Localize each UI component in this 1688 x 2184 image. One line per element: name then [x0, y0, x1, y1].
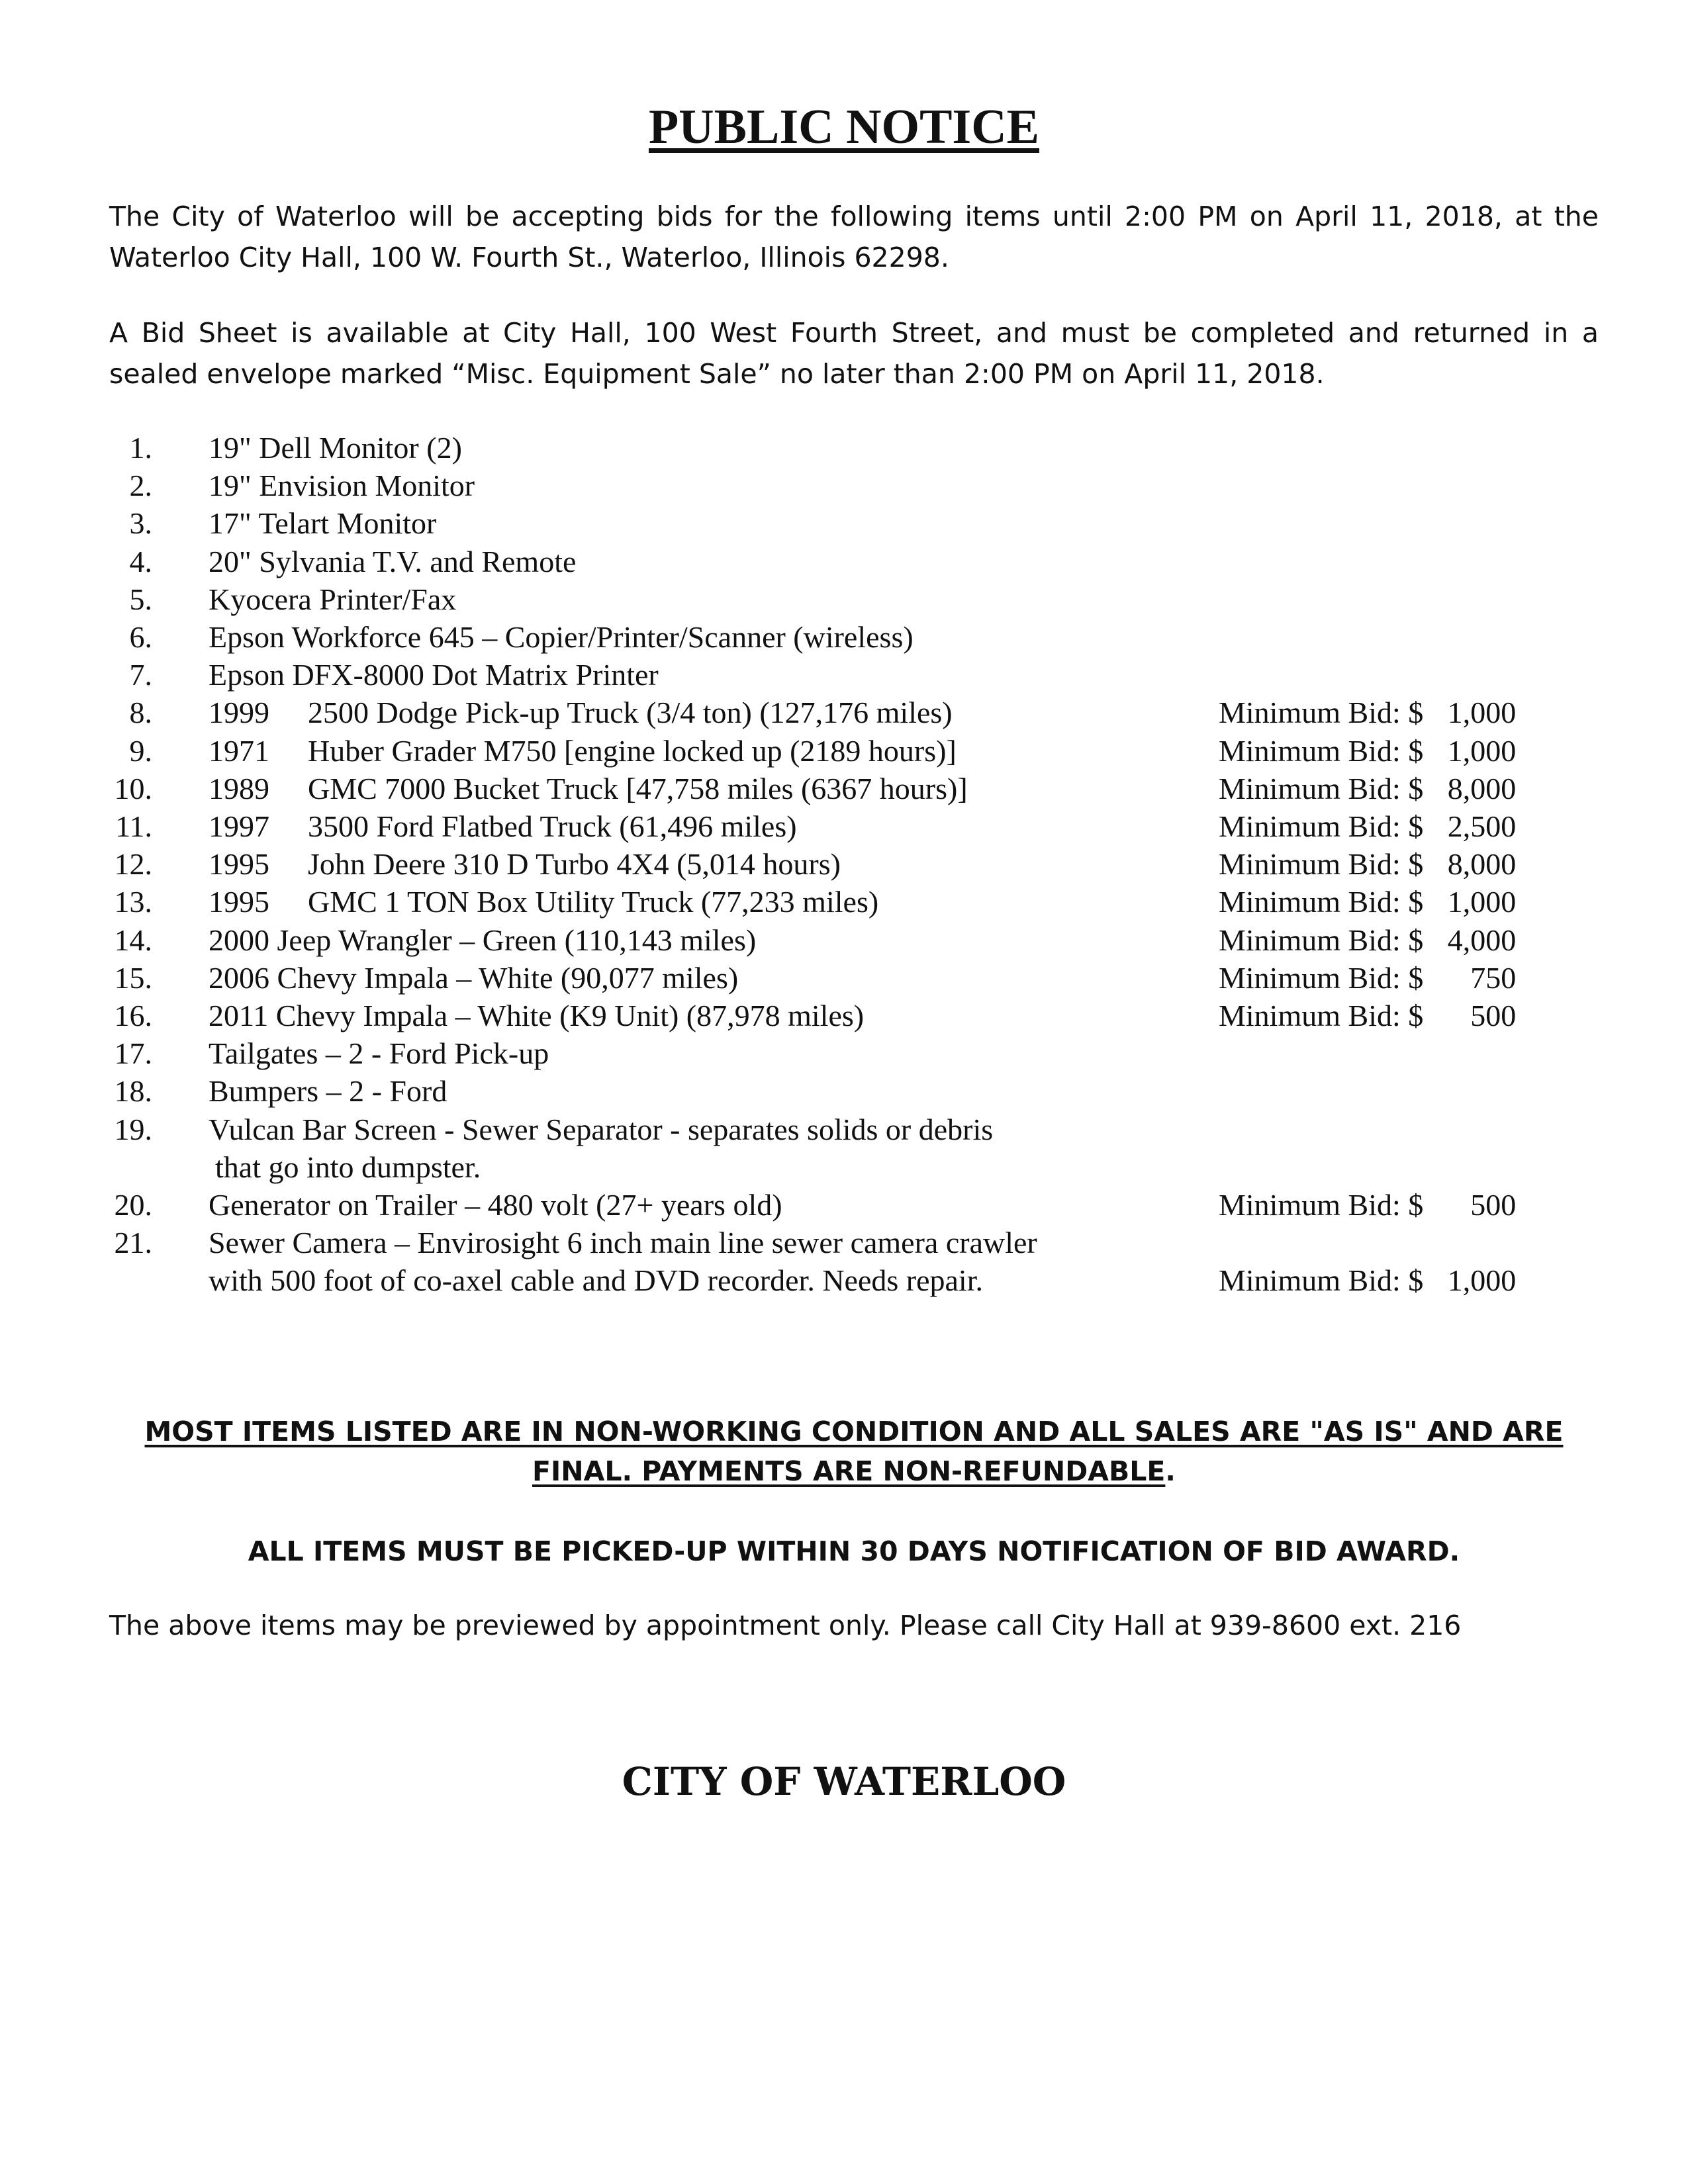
as-is-warning-period: .	[1165, 1455, 1176, 1487]
item-description-line	[209, 959, 1201, 997]
item-number: 13.	[114, 885, 152, 919]
item-number: 9.	[129, 733, 152, 768]
list-item	[99, 921, 1589, 959]
item-number: 1.	[129, 431, 152, 465]
item-description-line	[209, 467, 1201, 504]
minimum-bid-amount: 8,000	[1447, 847, 1517, 882]
minimum-bid-value	[1219, 921, 1516, 959]
item-description	[209, 504, 1201, 542]
item-description-line	[209, 1034, 1201, 1072]
city-signature: CITY OF WATERLOO	[622, 1759, 1066, 1804]
minimum-bid-amount: 8,000	[1447, 771, 1517, 805]
minimum-bid-value	[1219, 694, 1516, 731]
item-number: 7.	[129, 658, 152, 692]
list-item	[99, 694, 1589, 731]
list-item	[99, 997, 1589, 1034]
minimum-bid-label: Minimum Bid: $	[1219, 1263, 1424, 1298]
list-item	[99, 467, 1589, 504]
minimum-bid	[1219, 997, 1516, 1034]
item-text: Sewer Camera – Envirosight 6 inch main line sewer camera crawler	[209, 1226, 1037, 1260]
item-number: 10.	[114, 771, 152, 805]
item-description-line	[209, 656, 1201, 694]
page-title: PUBLIC NOTICE	[648, 100, 1040, 154]
item-number: 12.	[114, 847, 152, 882]
minimum-bid-value	[1219, 845, 1516, 883]
minimum-bid	[1219, 883, 1516, 921]
minimum-bid-label: Minimum Bid: $	[1219, 809, 1424, 844]
item-text: John Deere 310 D Turbo 4X4 (5,014 hours)	[308, 847, 841, 882]
item-number: 20.	[114, 1188, 152, 1222]
minimum-bid-amount: 1,000	[1447, 696, 1517, 730]
list-item	[99, 618, 1589, 656]
item-year: 1971	[209, 733, 269, 768]
minimum-bid-value	[1219, 1186, 1516, 1224]
minimum-bid-label: Minimum Bid: $	[1219, 885, 1424, 919]
preview-note: The above items may be previewed by appointment only. Please call City Hall at 939-8600 ext. 216	[109, 1610, 1462, 1641]
list-item	[99, 1111, 1589, 1186]
list-item	[99, 1186, 1589, 1224]
list-item	[99, 770, 1589, 807]
bid-sheet-paragraph: A Bid Sheet is available at City Hall, 100 West Fourth Street, and must be completed and returned in a sealed envelope marked “Misc. Equipment Sale” no later than 2:00 PM on April 11, 2018.	[109, 317, 1599, 390]
item-description-line	[209, 1224, 1201, 1261]
minimum-bid	[1219, 732, 1516, 770]
item-description	[209, 845, 1201, 883]
item-description	[209, 1072, 1201, 1110]
item-text: 2011 Chevy Impala – White (K9 Unit) (87,978 miles)	[209, 999, 865, 1033]
item-text: Tailgates – 2 - Ford Pick-up	[209, 1036, 549, 1071]
item-text: Epson Workforce 645 – Copier/Printer/Scanner (wireless)	[209, 620, 914, 655]
minimum-bid-amount: 4,000	[1447, 923, 1517, 957]
item-text: 20" Sylvania T.V. and Remote	[209, 544, 577, 578]
item-description	[209, 467, 1201, 504]
item-text: 17" Telart Monitor	[209, 506, 437, 541]
minimum-bid-label: Minimum Bid: $	[1219, 733, 1424, 768]
item-description-line	[209, 580, 1201, 618]
minimum-bid	[1219, 959, 1516, 997]
item-description-line	[209, 997, 1201, 1034]
list-item	[99, 883, 1589, 921]
item-description	[209, 959, 1201, 997]
minimum-bid-amount: 1,000	[1447, 733, 1517, 768]
item-description	[209, 1224, 1201, 1299]
minimum-bid-amount: 500	[1470, 999, 1517, 1033]
item-text: GMC 1 TON Box Utility Truck (77,233 miles)	[308, 885, 879, 919]
item-description	[209, 997, 1201, 1034]
item-number: 14.	[114, 923, 152, 957]
item-text: 2000 Jeep Wrangler – Green (110,143 miles)	[209, 923, 757, 957]
item-text: 2500 Dodge Pick-up Truck (3/4 ton) (127,176 miles)	[308, 696, 953, 730]
item-year: 1999	[209, 696, 269, 730]
item-description-line	[209, 543, 1201, 580]
item-text: Vulcan Bar Screen - Sewer Separator - separates solids or debris	[209, 1112, 994, 1146]
minimum-bid	[1219, 921, 1516, 959]
minimum-bid-amount: 1,000	[1447, 1263, 1517, 1298]
list-item	[99, 1034, 1589, 1072]
item-description-line	[209, 732, 1201, 770]
item-description-line	[209, 618, 1201, 656]
item-description-line	[209, 504, 1201, 542]
minimum-bid-label: Minimum Bid: $	[1219, 999, 1424, 1033]
minimum-bid-value	[1219, 807, 1516, 845]
pickup-warning: ALL ITEMS MUST BE PICKED-UP WITHIN 30 DAYS NOTIFICATION OF BID AWARD.	[248, 1535, 1460, 1567]
minimum-bid	[1219, 770, 1516, 807]
item-text: 19" Envision Monitor	[209, 469, 475, 503]
item-description	[209, 580, 1201, 618]
item-description	[209, 543, 1201, 580]
item-number: 5.	[129, 582, 152, 616]
list-item	[99, 732, 1589, 770]
item-number: 17.	[114, 1036, 152, 1071]
item-number: 11.	[115, 809, 152, 844]
item-description-line	[209, 429, 1201, 467]
item-number: 2.	[129, 469, 152, 503]
minimum-bid	[1219, 694, 1516, 731]
item-description-line	[209, 1072, 1201, 1110]
item-year: 1997	[209, 809, 269, 844]
minimum-bid	[1219, 1224, 1516, 1299]
minimum-bid-value	[1219, 959, 1516, 997]
list-item	[99, 429, 1589, 467]
minimum-bid-value	[1219, 883, 1516, 921]
item-text: Bumpers – 2 - Ford	[209, 1074, 447, 1109]
minimum-bid	[1219, 807, 1516, 845]
minimum-bid-value	[1219, 997, 1516, 1034]
item-number: 15.	[114, 960, 152, 995]
as-is-warning-text: MOST ITEMS LISTED ARE IN NON-WORKING CONDITION AND ALL SALES ARE "AS IS" AND ARE FINAL. PAYMENTS ARE NON-REFUNDABLE	[144, 1416, 1564, 1487]
item-text: Kyocera Printer/Fax	[209, 582, 457, 616]
item-description	[209, 1034, 1201, 1072]
item-description	[209, 921, 1201, 959]
item-text-continued: with 500 foot of co-axel cable and DVD recorder. Needs repair.	[209, 1263, 983, 1298]
item-description	[209, 694, 1201, 731]
minimum-bid-value	[1219, 1261, 1516, 1299]
minimum-bid-label: Minimum Bid: $	[1219, 1188, 1424, 1222]
item-text: 2006 Chevy Impala – White (90,077 miles)	[209, 960, 739, 995]
item-text: 3500 Ford Flatbed Truck (61,496 miles)	[308, 809, 797, 844]
list-item	[99, 959, 1589, 997]
list-item	[99, 504, 1589, 542]
minimum-bid-label: Minimum Bid: $	[1219, 696, 1424, 730]
minimum-bid-value	[1219, 732, 1516, 770]
item-number: 3.	[129, 506, 152, 541]
item-text: 19" Dell Monitor (2)	[209, 431, 462, 465]
item-description	[209, 618, 1201, 656]
item-number: 21.	[114, 1226, 152, 1260]
item-number: 18.	[114, 1074, 152, 1109]
item-text: Epson DFX-8000 Dot Matrix Printer	[209, 658, 659, 692]
list-item	[99, 543, 1589, 580]
minimum-bid-value	[1219, 770, 1516, 807]
item-year: 1995	[209, 847, 269, 882]
item-description-line	[209, 921, 1201, 959]
intro-paragraph: The City of Waterloo will be accepting bids for the following items until 2:00 PM on April 11, 2018, at the Waterloo City Hall, 100 W. Fourth St., Waterloo, Illinois 62298.	[109, 201, 1599, 273]
item-number: 19.	[114, 1112, 152, 1146]
list-item	[99, 580, 1589, 618]
minimum-bid-label: Minimum Bid: $	[1219, 960, 1424, 995]
item-description-line	[209, 694, 1201, 731]
as-is-warning	[109, 1412, 1599, 1491]
minimum-bid-label: Minimum Bid: $	[1219, 847, 1424, 882]
item-number: 4.	[129, 544, 152, 578]
minimum-bid-amount: 2,500	[1447, 809, 1517, 844]
item-list	[99, 429, 1589, 1300]
list-item	[99, 656, 1589, 694]
minimum-bid-amount: 500	[1470, 1188, 1517, 1222]
minimum-bid-amount: 750	[1470, 960, 1517, 995]
item-year: 1989	[209, 771, 269, 805]
item-description-line	[209, 883, 1201, 921]
item-description	[209, 883, 1201, 921]
item-description-line	[209, 807, 1201, 845]
minimum-bid-label: Minimum Bid: $	[1219, 771, 1424, 805]
list-item	[99, 1072, 1589, 1110]
item-description-line	[209, 1186, 1201, 1224]
item-text: Huber Grader M750 [engine locked up (2189 hours)]	[308, 733, 957, 768]
item-description	[209, 1186, 1201, 1224]
item-description	[209, 429, 1201, 467]
item-description	[209, 770, 1201, 807]
item-description-line	[209, 1111, 1201, 1148]
item-text-continued: that go into dumpster.	[215, 1150, 481, 1184]
item-description	[209, 807, 1201, 845]
minimum-bid	[1219, 845, 1516, 883]
item-number: 8.	[129, 696, 152, 730]
item-description	[209, 656, 1201, 694]
minimum-bid-amount: 1,000	[1447, 885, 1517, 919]
item-number: 16.	[114, 999, 152, 1033]
list-item	[99, 807, 1589, 845]
item-description-line	[209, 770, 1201, 807]
minimum-bid	[1219, 1186, 1516, 1224]
list-item	[99, 845, 1589, 883]
item-description-line	[209, 845, 1201, 883]
item-text: GMC 7000 Bucket Truck [47,758 miles (6367 hours)]	[308, 771, 968, 805]
item-year: 1995	[209, 885, 269, 919]
item-number: 6.	[129, 620, 152, 655]
minimum-bid-label: Minimum Bid: $	[1219, 923, 1424, 957]
list-item	[99, 1224, 1589, 1299]
item-text: Generator on Trailer – 480 volt (27+ years old)	[209, 1188, 782, 1222]
item-description	[209, 1111, 1201, 1186]
item-description	[209, 732, 1201, 770]
